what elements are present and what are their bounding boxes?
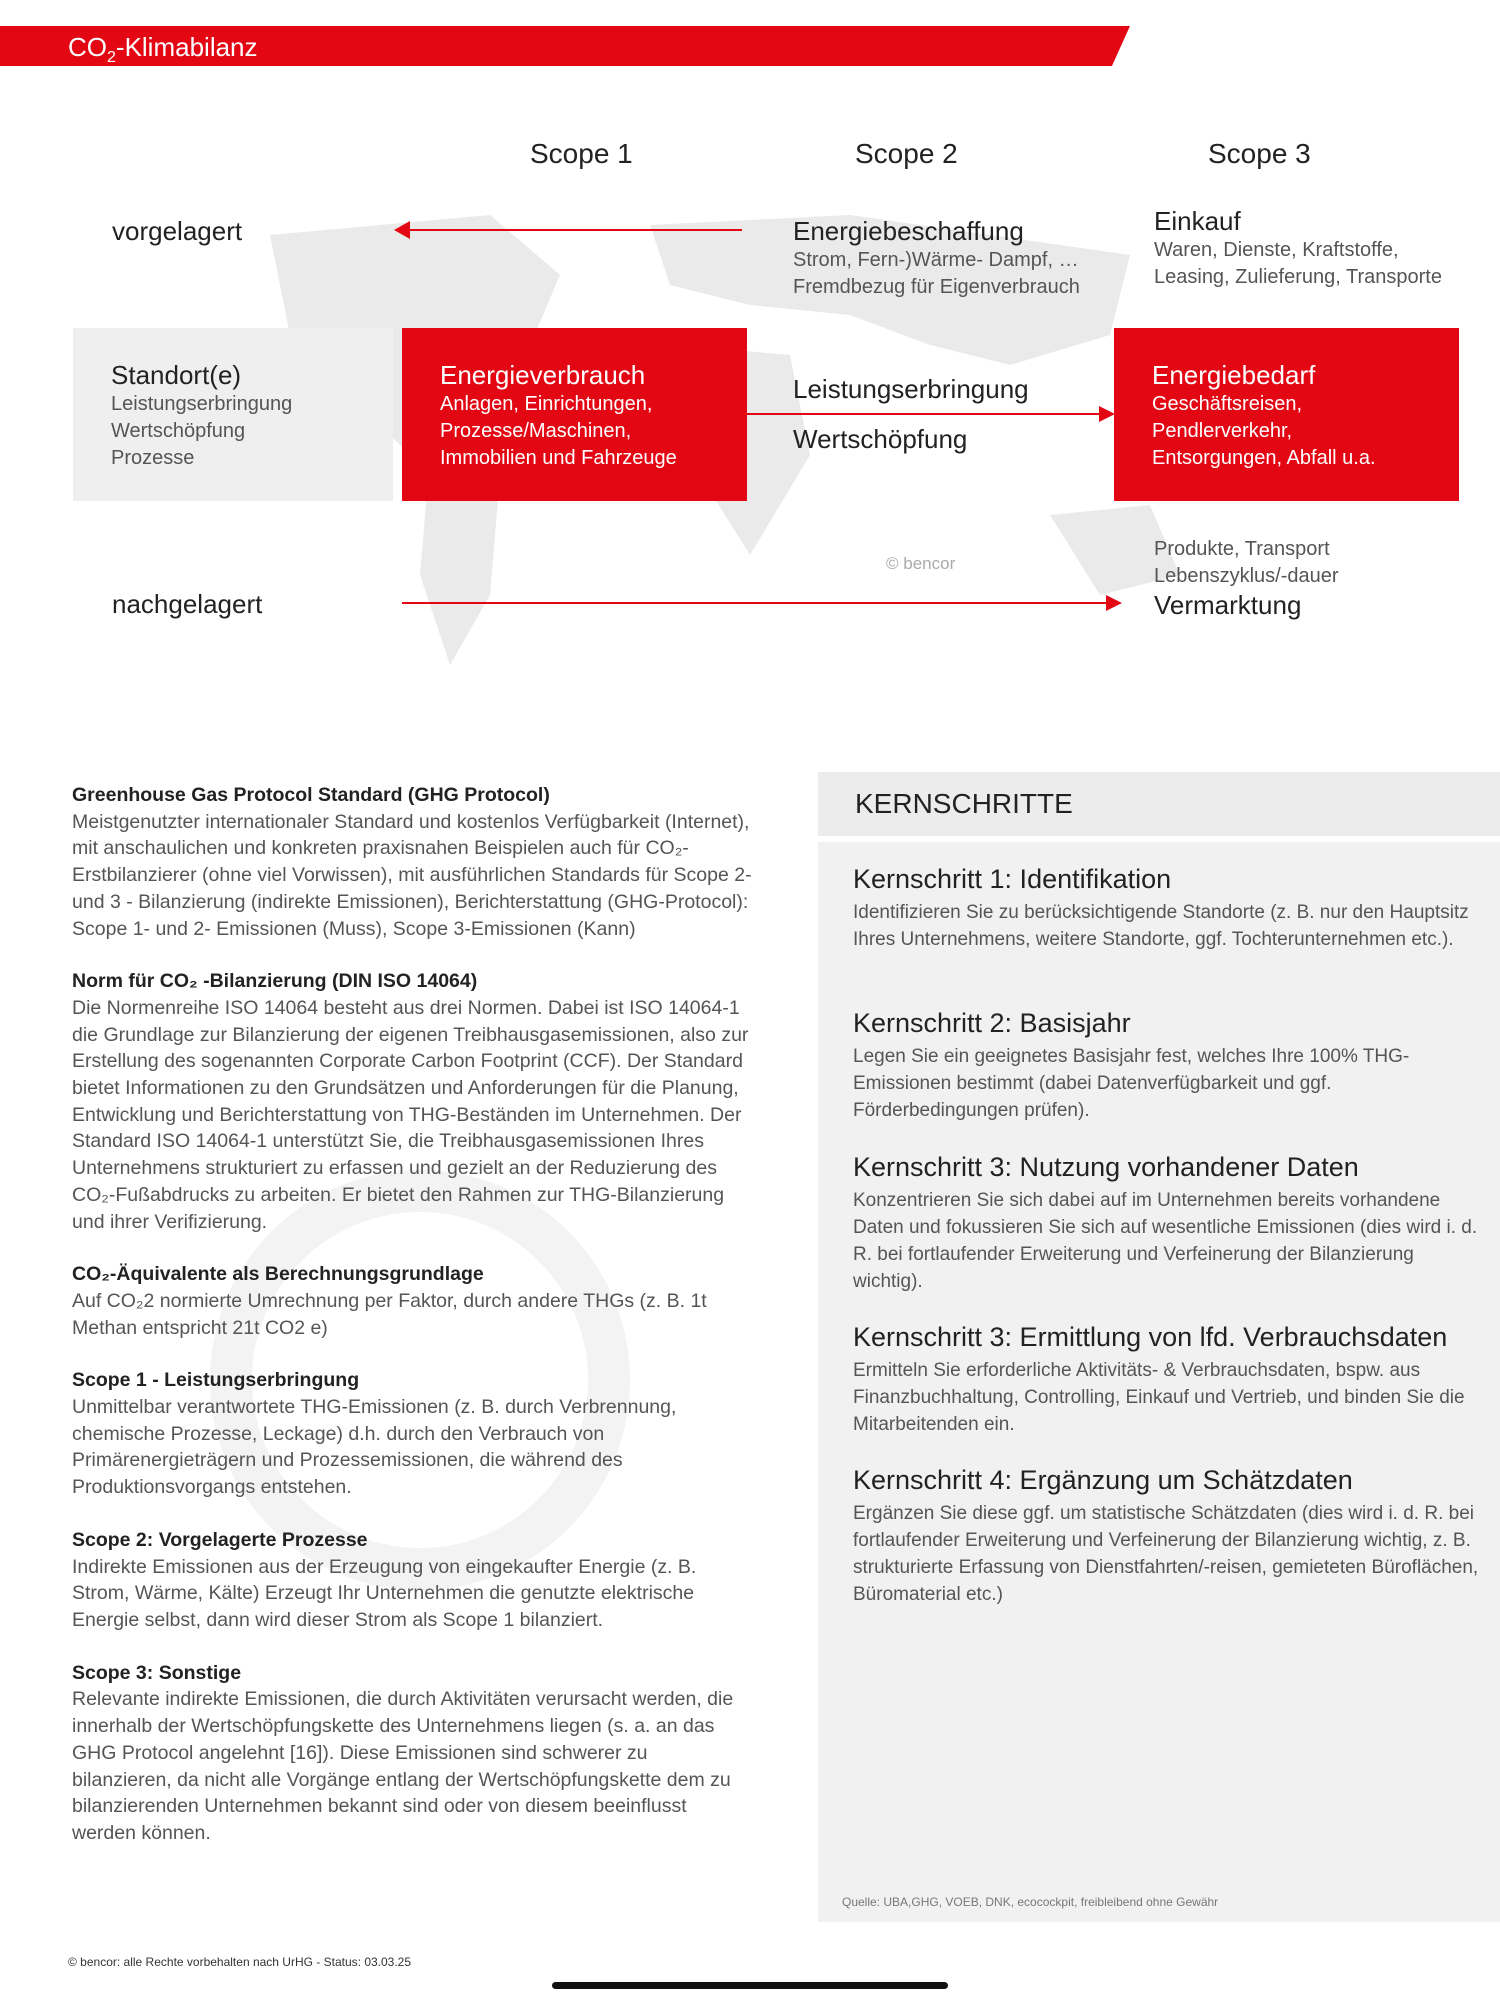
downstream-block (1154, 536, 1484, 621)
energy-consumption-line2: Prozesse/Maschinen, (440, 420, 632, 442)
section-text: Auf CO₂2 normierte Umrechnung per Faktor, durch andere THGs (z. B. 1t Methan entspricht 21t CO2 e) (72, 1289, 707, 1339)
purchasing-line2: Leasing, Zulieferung, Transporte (1154, 266, 1442, 288)
site-line1: Leistungserbringung (111, 393, 293, 415)
kernschritt-text: Ergänzen Sie diese ggf. um statistische Schätzdaten (dies wird i. d. R. bei fortlaufender Erweiterung und Verfeinerung der Bilanzierung wichtig, z. B. strukturierte Erfassung von Dienstfahrten/-reisen, gemieteten Büroflächen, Büromaterial etc.) (853, 1503, 1479, 1605)
kernschritt-title: Kernschritt 3: Nutzung vorhandener Daten (853, 1152, 1359, 1182)
downstream-line2: Lebenszyklus/-dauer (1154, 565, 1339, 587)
scope3-section (72, 1660, 752, 1847)
kernschritt-4 (853, 1322, 1483, 1438)
energy-demand-box (1114, 328, 1459, 501)
section-title: Norm für CO₂ -Bilanzierung (DIN ISO 14064) (72, 970, 478, 993)
energy-demand-line3: Entsorgungen, Abfall u.a. (1152, 447, 1376, 469)
section-text: Indirekte Emissionen aus der Erzeugung von eingekaufter Energie (z. B. Strom, Wärme, Kälte) Erzeugt Ihr Unternehmen die genutzte elektrische Energie selbst, dann wird dieser Strom als Scope 1 bilanziert. (72, 1555, 697, 1631)
section-text: Relevante indirekte Emissionen, die durch Aktivitäten verursacht werden, die innerhalb der Wertschöpfungskette des Unternehmens liegen (s. a. an das GHG Protocol angelehnt [16]). Diese Emissionen sind schwerer zu bilanzieren, da nicht alle Vorgänge entlang der Wertschöpfungskette dem zu bilanzierenden Unternehmen bekannt sind oder von diesem beeinflusst werden können. (72, 1688, 734, 1844)
upstream-arrow-line (408, 229, 742, 231)
scope-3-heading: Scope 3 (1208, 138, 1311, 169)
energy-consumption-line1: Anlagen, Einrichtungen, (440, 393, 653, 415)
co2-equivalents-section (72, 1261, 752, 1341)
kernschritt-title: Kernschritt 4: Ergänzung um Schätzdaten (853, 1465, 1353, 1495)
scope2-section (72, 1527, 752, 1634)
middle-label-2: Wertschöpfung (793, 424, 968, 454)
site-title: Standort(e) (111, 360, 242, 390)
kernschritt-text: Identifizieren Sie zu berücksichtigende Standorte (z. B. nur den Hauptsitz Ihres Unternehmens, weitere Standorte, ggf. Tochterunternehmen etc.). (853, 902, 1469, 950)
section-title: Greenhouse Gas Protocol Standard (GHG Protocol) (72, 784, 550, 806)
kernschritt-title: Kernschritt 1: Identifikation (853, 864, 1172, 894)
purchasing-title: Einkauf (1154, 206, 1241, 236)
page-title: $CO_2$-Klimabilanz (68, 32, 258, 67)
section-title: CO₂-Äquivalente als Berechnungsgrundlage (72, 1263, 484, 1286)
kernschritt-title: Kernschritt 2: Basisjahr (853, 1008, 1131, 1038)
downstream-arrow-head (1106, 595, 1122, 611)
energy-procurement-line1: Strom, Fern-)Wärme- Dampf, … (793, 249, 1079, 271)
scope-1-heading: Scope 1 (530, 138, 633, 169)
section-title: Scope 2: Vorgelagerte Prozesse (72, 1528, 368, 1551)
energy-procurement-line2: Fremdbezug für Eigenverbrauch (793, 276, 1080, 298)
kernschritt-text: Ermitteln Sie erforderliche Aktivitäts- & Verbrauchsdaten, bspw. aus Finanzbuchhaltung, Controlling, Einkauf und Vertrieb, und binden Sie die Mitarbeitenden ein. (853, 1360, 1465, 1435)
energy-procurement-title: Energiebeschaffung (793, 216, 1024, 246)
section-text: Meistgenutzter internationaler Standard und kostenlos Verfügbarkeit (Internet), mit anschaulichen und konkreten praxisnahen Beispielen auch für CO₂-Erstbilanzierer (ohne viel Vorwissen), mit ausführlichen Standards für Scope 2- und 3 - Bilanzierung (indirekte Emissionen), Berichterstattung (GHG-Protocol): Scope 1- und 2- Emissionen (Muss), Scope 3-Emissionen (Kann) (72, 810, 752, 940)
home-indicator[interactable] (552, 1982, 948, 1989)
downstream-arrow-line (402, 602, 1114, 604)
kernschritte-title: KERNSCHRITTE (855, 788, 1073, 819)
energy-consumption-line3: Immobilien und Fahrzeuge (440, 447, 677, 469)
site-box (73, 328, 393, 501)
ghg-protocol-section (72, 782, 752, 942)
section-text: Unmittelbar verantwortete THG-Emissionen (z. B. durch Verbrennung, chemische Prozesse, Leckage) d.h. durch den Verbrauch von Primärenergieträgern und Prozessemissionen, die während des Produktionsvorgangs entstehen. (72, 1396, 677, 1499)
purchasing-block (1154, 206, 1484, 291)
kernschritte-divider (818, 836, 1500, 842)
source-note: Quelle: UBA,GHG, VOEB, DNK, ecocockpit, freibleibend ohne Gewähr (842, 1895, 1219, 1909)
energy-demand-title: Energiebedarf (1152, 360, 1316, 390)
kernschritt-1 (853, 864, 1483, 953)
purchasing-line1: Waren, Dienste, Kraftstoffe, (1154, 239, 1399, 261)
kernschritt-2 (853, 1008, 1483, 1124)
energy-demand-line1: Geschäftsreisen, (1152, 393, 1303, 415)
kernschritt-title: Kernschritt 3: Ermittlung von lfd. Verbrauchsdaten (853, 1322, 1448, 1352)
middle-label-1: Leistungserbringung (793, 374, 1029, 404)
kernschritt-text: Legen Sie ein geeignetes Basisjahr fest, welches Ihre 100% THG-Emissionen bestimmt (dabei Datenverfügbarkeit und ggf. Förderbedingungen prüfen). (853, 1046, 1410, 1121)
middle-arrow-line (747, 413, 1099, 415)
energy-consumption-title: Energieverbrauch (440, 360, 646, 390)
energy-demand-line2: Pendlerverkehr, (1152, 420, 1293, 442)
kernschritt-5 (853, 1465, 1483, 1608)
kernschritt-text: Konzentrieren Sie sich dabei auf im Unternehmen bereits vorhandene Daten und fokussieren Sie sich auf wesentliche Emissionen (dies wird i. d. R. bei fortlaufender Erweiterung und Verfeinerung der Bilanzierung wichtig). (853, 1190, 1478, 1292)
scope1-section (72, 1367, 752, 1501)
scope-2-heading: Scope 2 (855, 138, 958, 169)
site-line2: Wertschöpfung (111, 420, 246, 442)
downstream-label: nachgelagert (112, 589, 263, 619)
section-title: Scope 3: Sonstige (72, 1661, 242, 1684)
footer-copyright: © bencor: alle Rechte vorbehalten nach UrHG - Status: 03.03.25 (68, 1955, 412, 1969)
middle-arrow-head (1099, 406, 1115, 422)
section-title: Scope 1 - Leistungserbringung (72, 1369, 360, 1392)
kernschritt-3 (853, 1152, 1483, 1295)
downstream-line1: Produkte, Transport (1154, 538, 1330, 560)
energy-consumption-box (402, 328, 747, 501)
downstream-title: Vermarktung (1154, 590, 1302, 620)
upstream-label: vorgelagert (112, 216, 243, 246)
diagram-copyright: © bencor (886, 554, 956, 573)
energy-procurement-block (793, 216, 1123, 301)
info-column (72, 782, 752, 1873)
site-line3: Prozesse (111, 447, 195, 469)
section-text: Die Normenreihe ISO 14064 besteht aus drei Normen. Dabei ist ISO 14064-1 die Grundlage zur Bilanzierung der eigenen Treibhausgasemissionen, also zur Erstellung des sogenannten Corporate Carbon Footprint (CCF). Der Standard bietet Informationen zu den Grundsätzen und Anforderungen für die Planung, Entwicklung und Berichterstattung von THG-Beständen im Unternehmen. Der Standard ISO 14064-1 unterstützt Sie, die Treibhausgasemissionen Ihres Unternehmens strukturiert zu erfassen und gezielt an der Reduzierung des CO₂-Fußabdrucks zu arbeiten. Er bietet den Rahmen zur THG-Bilanzierung und ihrer Verifizierung. (72, 996, 749, 1233)
iso-14064-section (72, 968, 752, 1235)
